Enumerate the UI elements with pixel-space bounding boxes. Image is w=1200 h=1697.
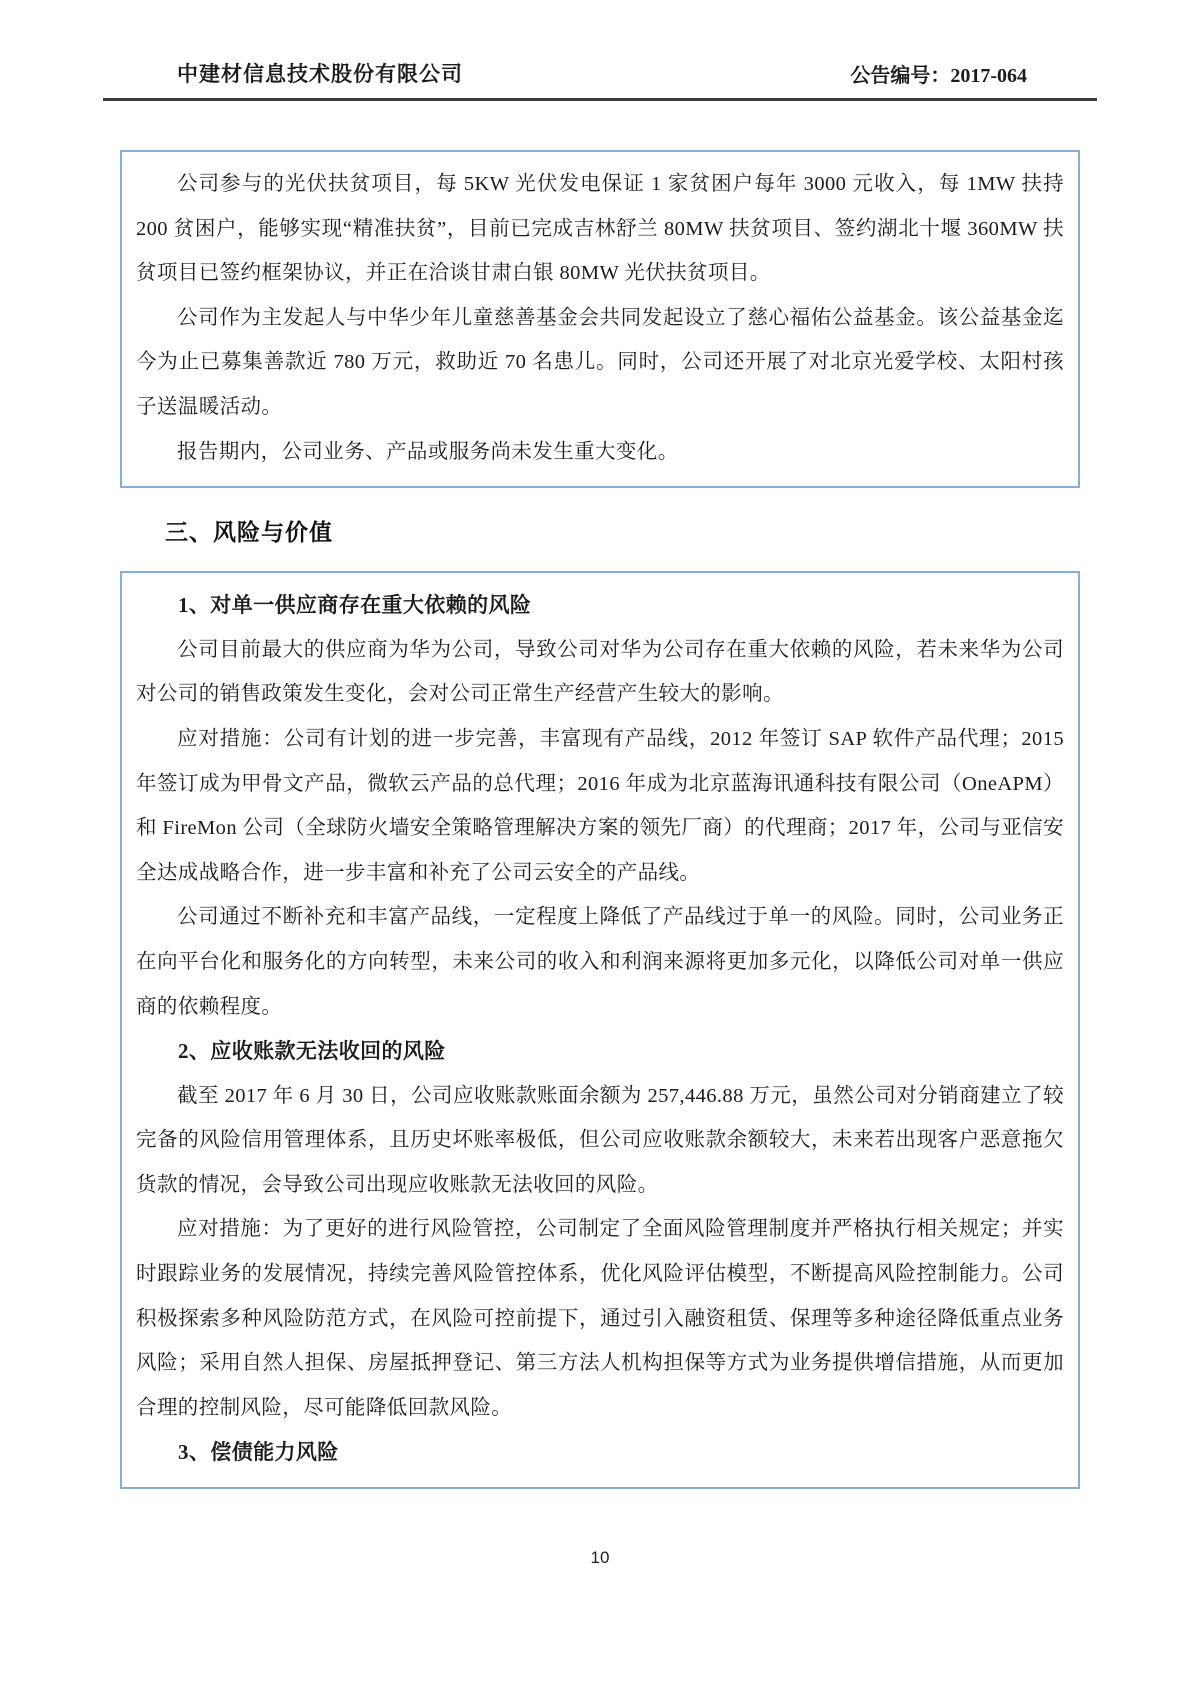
risk-paragraph: 应对措施：公司有计划的进一步完善，丰富现有产品线，2012 年签订 SAP 软件产品代理；2015 年签订成为甲骨文产品，微软云产品的总代理；2016 年成为北京蓝海讯通科技有限公司（OneAPM）和 FireMon 公司（全球防火墙安全策略管理解决方案的领先厂商）的代理商；2017 年，公司与亚信安全达成战略合作，进一步丰富和补充了公司云安全的产品线。: [136, 727, 1064, 884]
risk-paragraph: 截至 2017 年 6 月 30 日，公司应收账款账面余额为 257,446.88 万元，虽然公司对分销商建立了较完备的风险信用管理体系，且历史坏账率极低，但公司应收账款余额较大，未来若出现客户恶意拖欠货款的情况，会导致公司出现应收账款无法收回的风险。: [136, 1084, 1064, 1196]
intro-text-box: [120, 150, 1080, 488]
risk-paragraph: 应对措施：为了更好的进行风险管控，公司制定了全面风险管理制度并严格执行相关规定；并实时跟踪业务的发展情况，持续完善风险管控体系，优化风险评估模型，不断提高风险控制能力。公司积极探索多种风险防范方式，在风险可控前提下，通过引入融资租赁、保理等多种途径降低重点业务风险；采用自然人担保、房屋抵押登记、第三方法人机构担保等方式为业务提供增信措施，从而更加合理的控制风险，尽可能降低回款风险。: [136, 1218, 1064, 1419]
intro-paragraph: 公司作为主发起人与中华少年儿童慈善基金会共同发起设立了慈心福佑公益基金。该公益基金迄今为止已募集善款近 780 万元，救助近 70 名患儿。同时，公司还开展了对北京光爱学校、太阳村孩子送温暖活动。: [136, 306, 1064, 418]
risk-heading-2: 2、应收账款无法收回的风险: [178, 1039, 446, 1064]
page-number: 10: [590, 1548, 610, 1567]
intro-paragraph: 公司参与的光伏扶贫项目，每 5KW 光伏发电保证 1 家贫困户每年 3000 元收入，每 1MW 扶持 200 贫困户，能够实现“精准扶贫”，目前已完成吉林舒兰 80MW 扶贫项目、签约湖北十堰 360MW 扶贫项目已签约框架协议，并正在洽谈甘肃白银 80MW 光伏扶贫项目。: [136, 173, 1064, 285]
risk-text-box: [120, 571, 1080, 1489]
notice-number: 公告编号：2017-064: [850, 65, 1027, 87]
risk-heading-1: 1、对单一供应商存在重大依赖的风险: [178, 593, 532, 618]
risk-heading-3: 3、偿债能力风险: [178, 1440, 339, 1465]
page-header: [103, 58, 1097, 101]
section-title: 三、风险与价值: [165, 519, 333, 546]
risk-paragraph: 公司通过不断补充和丰富产品线，一定程度上降低了产品线过于单一的风险。同时，公司业务正在向平台化和服务化的方向转型，未来公司的收入和利润来源将更加多元化，以降低公司对单一供应商的依赖程度。: [136, 906, 1064, 1018]
risk-paragraph: 公司目前最大的供应商为华为公司，导致公司对华为公司存在重大依赖的风险，若未来华为公司对公司的销售政策发生变化，会对公司正常生产经营产生较大的影响。: [136, 638, 1064, 706]
company-name: 中建材信息技术股份有限公司: [177, 62, 463, 86]
intro-paragraph: 报告期内，公司业务、产品或服务尚未发生重大变化。: [177, 440, 679, 463]
